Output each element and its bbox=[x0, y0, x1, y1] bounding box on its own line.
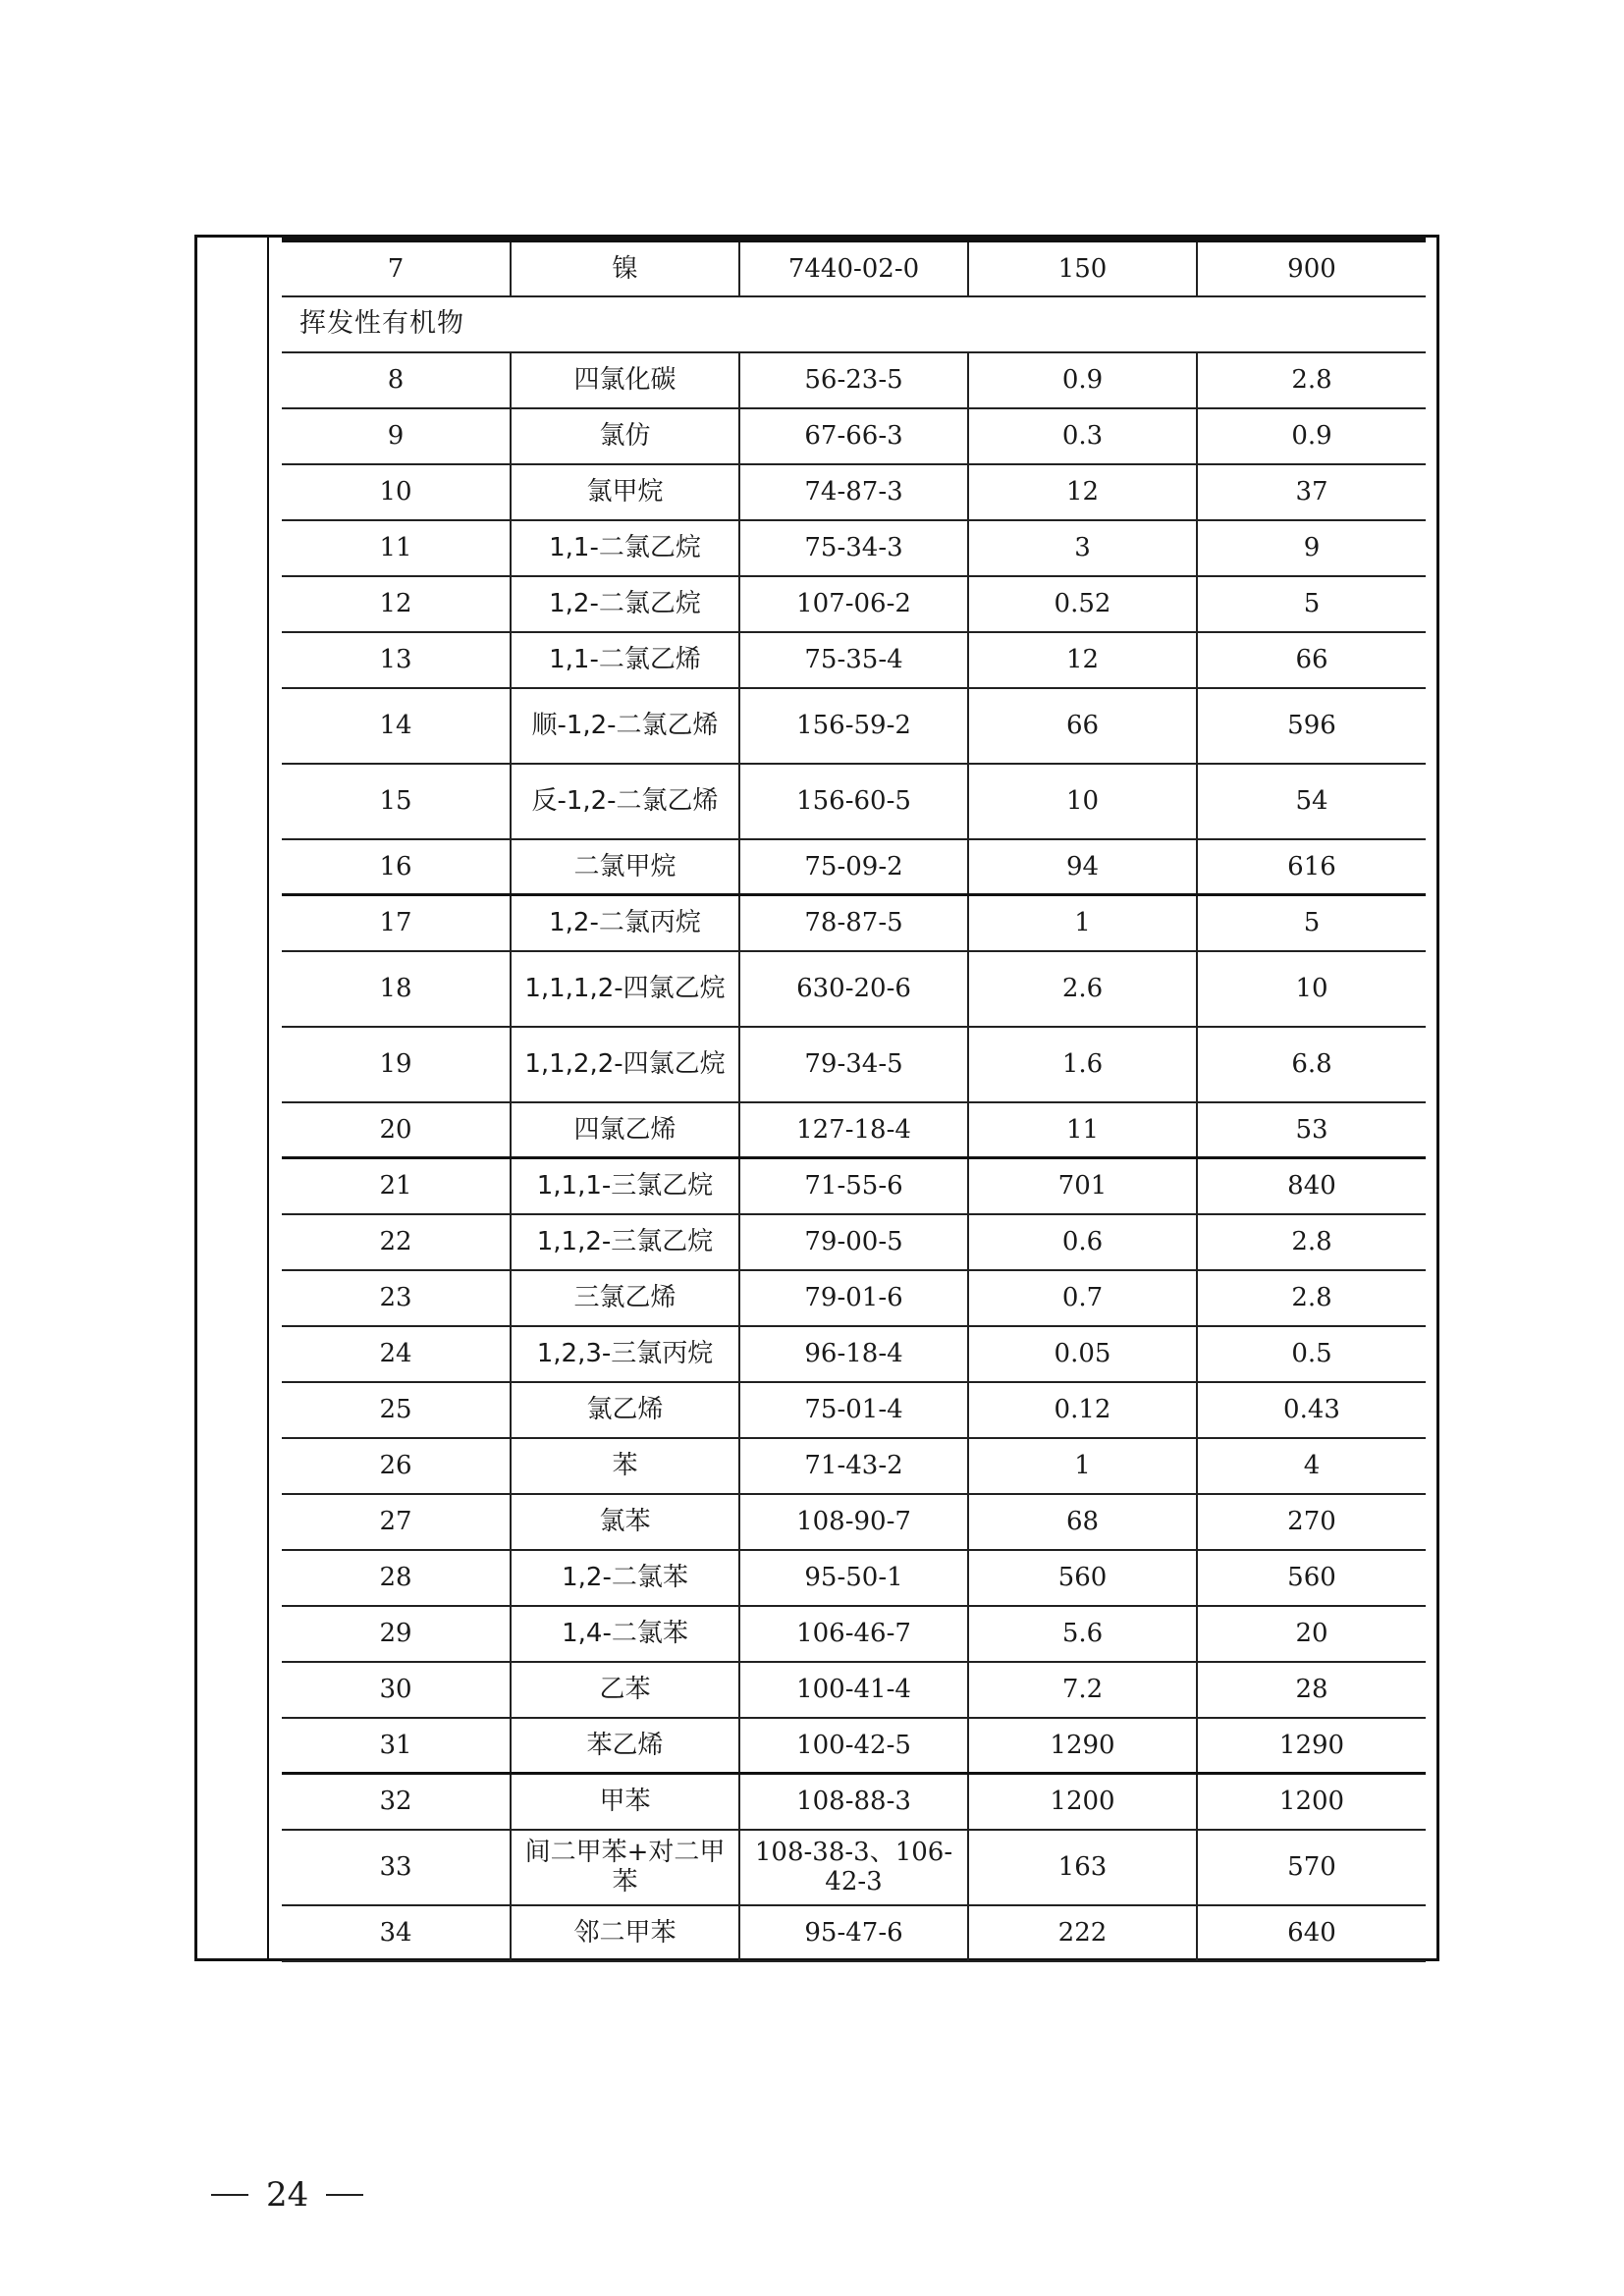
screening-value-cell: 0.7 bbox=[968, 1270, 1197, 1326]
screening-value-cell: 12 bbox=[968, 464, 1197, 520]
table-row bbox=[282, 1326, 1426, 1382]
control-value-cell: 2.8 bbox=[1197, 352, 1426, 408]
pollutant-name-cell: 氯仿 bbox=[511, 408, 739, 464]
screening-value-cell: 560 bbox=[968, 1550, 1197, 1606]
table-row bbox=[282, 576, 1426, 632]
row-number-cell: 18 bbox=[282, 951, 511, 1027]
row-number-cell: 8 bbox=[282, 352, 511, 408]
page-number: 24 bbox=[266, 2175, 309, 2215]
cas-number-cell: 108-88-3 bbox=[739, 1774, 968, 1830]
table-row bbox=[282, 1905, 1426, 1961]
cas-number-cell: 95-50-1 bbox=[739, 1550, 968, 1606]
section-heading: 挥发性有机物 bbox=[282, 296, 1426, 352]
row-number-cell: 16 bbox=[282, 839, 511, 895]
table-row bbox=[282, 1158, 1426, 1214]
cas-number-cell: 75-09-2 bbox=[739, 839, 968, 895]
table-body bbox=[282, 240, 1426, 1961]
screening-value-cell: 5.6 bbox=[968, 1606, 1197, 1662]
row-number-cell: 14 bbox=[282, 688, 511, 764]
table-row bbox=[282, 839, 1426, 895]
section-heading-row bbox=[282, 296, 1426, 352]
table-row bbox=[282, 1550, 1426, 1606]
cas-number-cell: 100-42-5 bbox=[739, 1718, 968, 1774]
table-row bbox=[282, 352, 1426, 408]
row-number-cell: 31 bbox=[282, 1718, 511, 1774]
control-value-cell: 53 bbox=[1197, 1102, 1426, 1158]
cas-number-cell: 156-60-5 bbox=[739, 764, 968, 839]
footer-dash-right bbox=[326, 2194, 363, 2196]
control-value-cell: 640 bbox=[1197, 1905, 1426, 1961]
cas-number-cell: 74-87-3 bbox=[739, 464, 968, 520]
screening-value-cell: 163 bbox=[968, 1830, 1197, 1905]
cas-number-cell: 630-20-6 bbox=[739, 951, 968, 1027]
control-value-cell: 5 bbox=[1197, 895, 1426, 951]
pollutant-name-cell: 1,2-二氯乙烷 bbox=[511, 576, 739, 632]
control-value-cell: 28 bbox=[1197, 1662, 1426, 1718]
screening-value-cell: 1.6 bbox=[968, 1027, 1197, 1102]
control-value-cell: 596 bbox=[1197, 688, 1426, 764]
pollutant-name-cell: 1,2,3-三氯丙烷 bbox=[511, 1326, 739, 1382]
pollutant-name-cell: 1,1,2-三氯乙烷 bbox=[511, 1214, 739, 1270]
row-number-cell: 23 bbox=[282, 1270, 511, 1326]
row-number-cell: 11 bbox=[282, 520, 511, 576]
cas-number-cell: 95-47-6 bbox=[739, 1905, 968, 1961]
table-row bbox=[282, 688, 1426, 764]
screening-value-cell: 1 bbox=[968, 895, 1197, 951]
pollutant-table bbox=[282, 238, 1426, 1962]
table-row bbox=[282, 1027, 1426, 1102]
control-value-cell: 840 bbox=[1197, 1158, 1426, 1214]
cas-number-cell: 106-46-7 bbox=[739, 1606, 968, 1662]
table-row bbox=[282, 1494, 1426, 1550]
row-number-cell: 21 bbox=[282, 1158, 511, 1214]
pollutant-name-cell: 镍 bbox=[511, 240, 739, 296]
screening-value-cell: 11 bbox=[968, 1102, 1197, 1158]
control-value-cell: 10 bbox=[1197, 951, 1426, 1027]
cas-number-cell: 107-06-2 bbox=[739, 576, 968, 632]
table-row bbox=[282, 1662, 1426, 1718]
row-number-cell: 10 bbox=[282, 464, 511, 520]
table-row bbox=[282, 520, 1426, 576]
control-value-cell: 66 bbox=[1197, 632, 1426, 688]
table-row bbox=[282, 464, 1426, 520]
cas-number-cell: 127-18-4 bbox=[739, 1102, 968, 1158]
pollutant-name-cell: 氯乙烯 bbox=[511, 1382, 739, 1438]
screening-value-cell: 150 bbox=[968, 240, 1197, 296]
control-value-cell: 54 bbox=[1197, 764, 1426, 839]
table-row bbox=[282, 951, 1426, 1027]
table-row bbox=[282, 240, 1426, 296]
table-row bbox=[282, 1214, 1426, 1270]
pollutant-name-cell: 1,1-二氯乙烷 bbox=[511, 520, 739, 576]
table-row bbox=[282, 1830, 1426, 1905]
row-number-cell: 24 bbox=[282, 1326, 511, 1382]
control-value-cell: 1200 bbox=[1197, 1774, 1426, 1830]
control-value-cell: 1290 bbox=[1197, 1718, 1426, 1774]
screening-value-cell: 94 bbox=[968, 839, 1197, 895]
pollutant-name-cell: 间二甲苯+对二甲苯 bbox=[511, 1830, 739, 1905]
row-number-cell: 33 bbox=[282, 1830, 511, 1905]
pollutant-name-cell: 1,1-二氯乙烯 bbox=[511, 632, 739, 688]
pollutant-name-cell: 四氯化碳 bbox=[511, 352, 739, 408]
pollutant-name-cell: 三氯乙烯 bbox=[511, 1270, 739, 1326]
pollutant-name-cell: 1,1,1,2-四氯乙烷 bbox=[511, 951, 739, 1027]
row-number-cell: 19 bbox=[282, 1027, 511, 1102]
cas-number-cell: 79-34-5 bbox=[739, 1027, 968, 1102]
cas-number-cell: 108-90-7 bbox=[739, 1494, 968, 1550]
pollutant-name-cell: 乙苯 bbox=[511, 1662, 739, 1718]
screening-value-cell: 0.3 bbox=[968, 408, 1197, 464]
table-row bbox=[282, 1438, 1426, 1494]
pollutant-name-cell: 苯 bbox=[511, 1438, 739, 1494]
pollutant-name-cell: 1,1,2,2-四氯乙烷 bbox=[511, 1027, 739, 1102]
row-number-cell: 26 bbox=[282, 1438, 511, 1494]
screening-value-cell: 0.9 bbox=[968, 352, 1197, 408]
row-number-cell: 9 bbox=[282, 408, 511, 464]
table-row bbox=[282, 1382, 1426, 1438]
control-value-cell: 0.9 bbox=[1197, 408, 1426, 464]
pollutant-name-cell: 反-1,2-二氯乙烯 bbox=[511, 764, 739, 839]
row-number-cell: 13 bbox=[282, 632, 511, 688]
row-number-cell: 32 bbox=[282, 1774, 511, 1830]
table-left-column bbox=[194, 235, 269, 1961]
cas-number-cell: 71-43-2 bbox=[739, 1438, 968, 1494]
table-row bbox=[282, 895, 1426, 951]
control-value-cell: 616 bbox=[1197, 839, 1426, 895]
row-number-cell: 15 bbox=[282, 764, 511, 839]
table-row bbox=[282, 1270, 1426, 1326]
cas-number-cell: 67-66-3 bbox=[739, 408, 968, 464]
row-number-cell: 28 bbox=[282, 1550, 511, 1606]
pollutant-name-cell: 四氯乙烯 bbox=[511, 1102, 739, 1158]
control-value-cell: 570 bbox=[1197, 1830, 1426, 1905]
screening-value-cell: 2.6 bbox=[968, 951, 1197, 1027]
screening-value-cell: 7.2 bbox=[968, 1662, 1197, 1718]
screening-value-cell: 222 bbox=[968, 1905, 1197, 1961]
cas-number-cell: 75-01-4 bbox=[739, 1382, 968, 1438]
cas-number-cell: 100-41-4 bbox=[739, 1662, 968, 1718]
cas-number-cell: 96-18-4 bbox=[739, 1326, 968, 1382]
table-row bbox=[282, 632, 1426, 688]
pollutant-name-cell: 1,4-二氯苯 bbox=[511, 1606, 739, 1662]
table-row bbox=[282, 1606, 1426, 1662]
cas-number-cell: 71-55-6 bbox=[739, 1158, 968, 1214]
pollutant-name-cell: 1,2-二氯丙烷 bbox=[511, 895, 739, 951]
screening-value-cell: 0.05 bbox=[968, 1326, 1197, 1382]
pollutant-name-cell: 1,2-二氯苯 bbox=[511, 1550, 739, 1606]
cas-number-cell: 75-35-4 bbox=[739, 632, 968, 688]
control-value-cell: 2.8 bbox=[1197, 1270, 1426, 1326]
control-value-cell: 0.5 bbox=[1197, 1326, 1426, 1382]
pollutant-name-cell: 苯乙烯 bbox=[511, 1718, 739, 1774]
row-number-cell: 34 bbox=[282, 1905, 511, 1961]
row-number-cell: 27 bbox=[282, 1494, 511, 1550]
row-number-cell: 30 bbox=[282, 1662, 511, 1718]
screening-value-cell: 12 bbox=[968, 632, 1197, 688]
page-footer bbox=[211, 2175, 363, 2215]
pollutant-name-cell: 1,1,1-三氯乙烷 bbox=[511, 1158, 739, 1214]
table-row bbox=[282, 1774, 1426, 1830]
row-number-cell: 20 bbox=[282, 1102, 511, 1158]
screening-value-cell: 66 bbox=[968, 688, 1197, 764]
cas-number-cell: 156-59-2 bbox=[739, 688, 968, 764]
control-value-cell: 4 bbox=[1197, 1438, 1426, 1494]
cas-number-cell: 75-34-3 bbox=[739, 520, 968, 576]
control-value-cell: 2.8 bbox=[1197, 1214, 1426, 1270]
footer-dash-left bbox=[211, 2194, 248, 2196]
pollutant-name-cell: 氯苯 bbox=[511, 1494, 739, 1550]
row-number-cell: 29 bbox=[282, 1606, 511, 1662]
table-row bbox=[282, 408, 1426, 464]
screening-value-cell: 68 bbox=[968, 1494, 1197, 1550]
pollutant-name-cell: 二氯甲烷 bbox=[511, 839, 739, 895]
row-number-cell: 17 bbox=[282, 895, 511, 951]
row-number-cell: 12 bbox=[282, 576, 511, 632]
control-value-cell: 6.8 bbox=[1197, 1027, 1426, 1102]
screening-value-cell: 1200 bbox=[968, 1774, 1197, 1830]
cas-number-cell: 108-38-3、106-42-3 bbox=[739, 1830, 968, 1905]
pollutant-name-cell: 顺-1,2-二氯乙烯 bbox=[511, 688, 739, 764]
screening-value-cell: 3 bbox=[968, 520, 1197, 576]
screening-value-cell: 0.52 bbox=[968, 576, 1197, 632]
pollutant-name-cell: 甲苯 bbox=[511, 1774, 739, 1830]
control-value-cell: 37 bbox=[1197, 464, 1426, 520]
control-value-cell: 5 bbox=[1197, 576, 1426, 632]
row-number-cell: 7 bbox=[282, 240, 511, 296]
control-value-cell: 560 bbox=[1197, 1550, 1426, 1606]
screening-value-cell: 701 bbox=[968, 1158, 1197, 1214]
table-row bbox=[282, 1718, 1426, 1774]
cas-number-cell: 56-23-5 bbox=[739, 352, 968, 408]
control-value-cell: 20 bbox=[1197, 1606, 1426, 1662]
row-number-cell: 22 bbox=[282, 1214, 511, 1270]
row-number-cell: 25 bbox=[282, 1382, 511, 1438]
screening-value-cell: 0.6 bbox=[968, 1214, 1197, 1270]
table-row bbox=[282, 1102, 1426, 1158]
screening-value-cell: 1290 bbox=[968, 1718, 1197, 1774]
control-value-cell: 900 bbox=[1197, 240, 1426, 296]
control-value-cell: 9 bbox=[1197, 520, 1426, 576]
control-value-cell: 0.43 bbox=[1197, 1382, 1426, 1438]
screening-value-cell: 1 bbox=[968, 1438, 1197, 1494]
pollutant-name-cell: 氯甲烷 bbox=[511, 464, 739, 520]
table-row bbox=[282, 764, 1426, 839]
pollutant-name-cell: 邻二甲苯 bbox=[511, 1905, 739, 1961]
screening-value-cell: 0.12 bbox=[968, 1382, 1197, 1438]
cas-number-cell: 79-01-6 bbox=[739, 1270, 968, 1326]
cas-number-cell: 78-87-5 bbox=[739, 895, 968, 951]
control-value-cell: 270 bbox=[1197, 1494, 1426, 1550]
screening-value-cell: 10 bbox=[968, 764, 1197, 839]
cas-number-cell: 7440-02-0 bbox=[739, 240, 968, 296]
cas-number-cell: 79-00-5 bbox=[739, 1214, 968, 1270]
